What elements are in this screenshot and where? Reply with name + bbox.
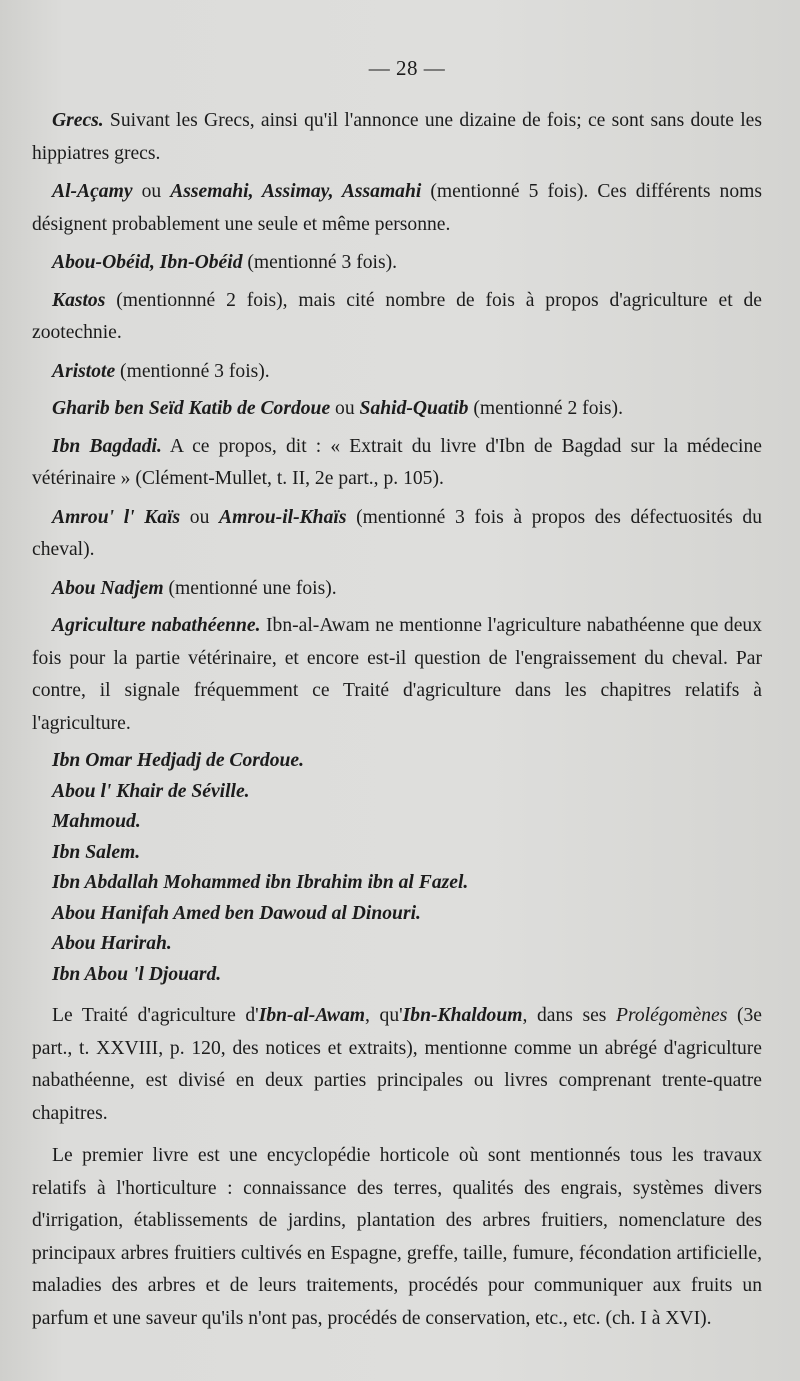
traite-text-2: , qu' <box>365 1005 403 1026</box>
entry-name: Al-Açamy <box>52 181 133 202</box>
traite-text-3: , dans ses <box>522 1005 617 1026</box>
list-item: Mahmoud. <box>52 811 141 832</box>
traite-name-ibn-khaldoum: Ibn-Khaldoum <box>402 1005 523 1026</box>
entry-amrou <box>32 502 762 567</box>
entry-abou-nadjem <box>32 573 762 606</box>
entry-separator: ou <box>132 181 171 202</box>
traite-text-4: (3e part., t. XXVIII, p. 120, des notices et extraits), mentionne comme un abrégé d'agriculture nabathéenne, est divisé en deux parties principales ou livres comprenant trente-quatre chapitres. <box>32 1005 763 1124</box>
premier-livre-paragraph: Le premier livre est une encyclopédie horticole où sont mentionnés tous les travaux relatifs à l'horticulture : connaissance des terres, qualités des engrais, systèmes divers d'irrigation, établissements de jardins, plantation des arbres fruitiers, nomenclature des principaux arbres fruitiers cultivés en Espagne, greffe, taille, fumure, fécondation artificielle, maladies des arbres et de leurs traitements, procédés pour communiquer aux fruits un parfum et une saveur qu'ils n'ont pas, procédés de conservation, etc., etc. (ch. I à XVI). <box>32 1145 762 1329</box>
list-item: Abou Harirah. <box>52 933 172 954</box>
entry-name: Amrou' l' Kaïs <box>52 506 181 528</box>
entry-text: (mentionnné 2 fois), mais cité nombre de fois à propos d'agriculture et de zootechnie. <box>32 289 762 343</box>
traite-name-ibn-al-awam: Ibn-al-Awam <box>258 1005 366 1026</box>
entry-name: Gharib ben Seïd Katib de Cordoue <box>52 398 331 419</box>
entry-name-alt: Amrou-il-Khaïs <box>219 506 347 528</box>
entry-name-alt: Sahid-Quatib <box>359 398 469 419</box>
entry-text: (mentionné une fois). <box>163 577 337 599</box>
entry-name: Grecs. <box>52 110 104 131</box>
entry-grecs <box>32 105 762 170</box>
entry-name-alt: Assemahi, Assimay, Assamahi <box>170 181 422 202</box>
entry-name: Abou Nadjem <box>52 577 164 599</box>
list-item: Abou Hanifah Amed ben Dawoud al Dinouri. <box>52 902 421 924</box>
list-item: Ibn Salem. <box>52 841 141 863</box>
entry-text: (mentionné 3 fois à propos des défectuosités du cheval). <box>32 506 762 560</box>
entry-text: (mentionné 3 fois). <box>115 360 270 382</box>
entry-gharib <box>32 393 762 426</box>
entry-name: Kastos <box>52 289 106 311</box>
entry-abou-obeid <box>32 247 762 280</box>
entry-al-acamy <box>32 176 762 241</box>
entry-ibn-bagdadi <box>32 431 762 496</box>
page-number: — 28 — <box>368 56 446 80</box>
entry-aristote <box>32 356 762 389</box>
list-item: Ibn Abdallah Mohammed ibn Ibrahim ibn al Fazel. <box>52 872 469 893</box>
entry-name: Aristote <box>52 360 116 382</box>
entry-text: Ibn-al-Awam ne mentionne l'agriculture nabathéenne que deux fois pour la partie vétérinaire, et encore est-il question de l'engraissement du cheval. Par contre, il signale fréquemment ce Traité d'agriculture dans les chapitres relatifs à l'agriculture. <box>32 615 762 734</box>
entry-name: Ibn Bagdadi. <box>52 435 162 457</box>
entry-text: Suivant les Grecs, ainsi qu'il l'annonce une dizaine de fois; ce sont sans doute les hippiatres grecs. <box>32 110 762 164</box>
list-item: Abou l' Khair de Séville. <box>52 780 250 802</box>
entry-name: Agriculture nabathéenne. <box>52 615 261 636</box>
entry-text: (mentionné 3 fois). <box>242 252 398 273</box>
list-item: Ibn Abou 'l Djouard. <box>52 963 222 985</box>
traite-title-prolegomenes: Prolégomènes <box>616 1005 728 1026</box>
entry-separator: ou <box>180 506 220 528</box>
entry-text: (mentionné 2 fois). <box>468 398 623 419</box>
list-item: Ibn Omar Hedjadj de Cordoue. <box>52 750 305 771</box>
entry-text: A ce propos, dit : « Extrait du livre d'Ibn de Bagdad sur la médecine vétérinaire » (Clément-Mullet, t. II, 2e part., p. 105). <box>32 435 762 489</box>
author-list <box>32 746 762 990</box>
traite-paragraph <box>32 1000 762 1130</box>
entry-agriculture-nabatheenne <box>32 610 762 740</box>
entry-name: Abou-Obéid, Ibn-Obéid <box>52 252 243 273</box>
entry-text: (mentionné 5 fois). Ces différents noms désignent probablement une seule et même personne. <box>32 181 762 235</box>
traite-text-1: Le Traité d'agriculture d' <box>52 1005 259 1026</box>
entry-kastos <box>32 285 762 350</box>
entry-separator: ou <box>330 398 360 419</box>
